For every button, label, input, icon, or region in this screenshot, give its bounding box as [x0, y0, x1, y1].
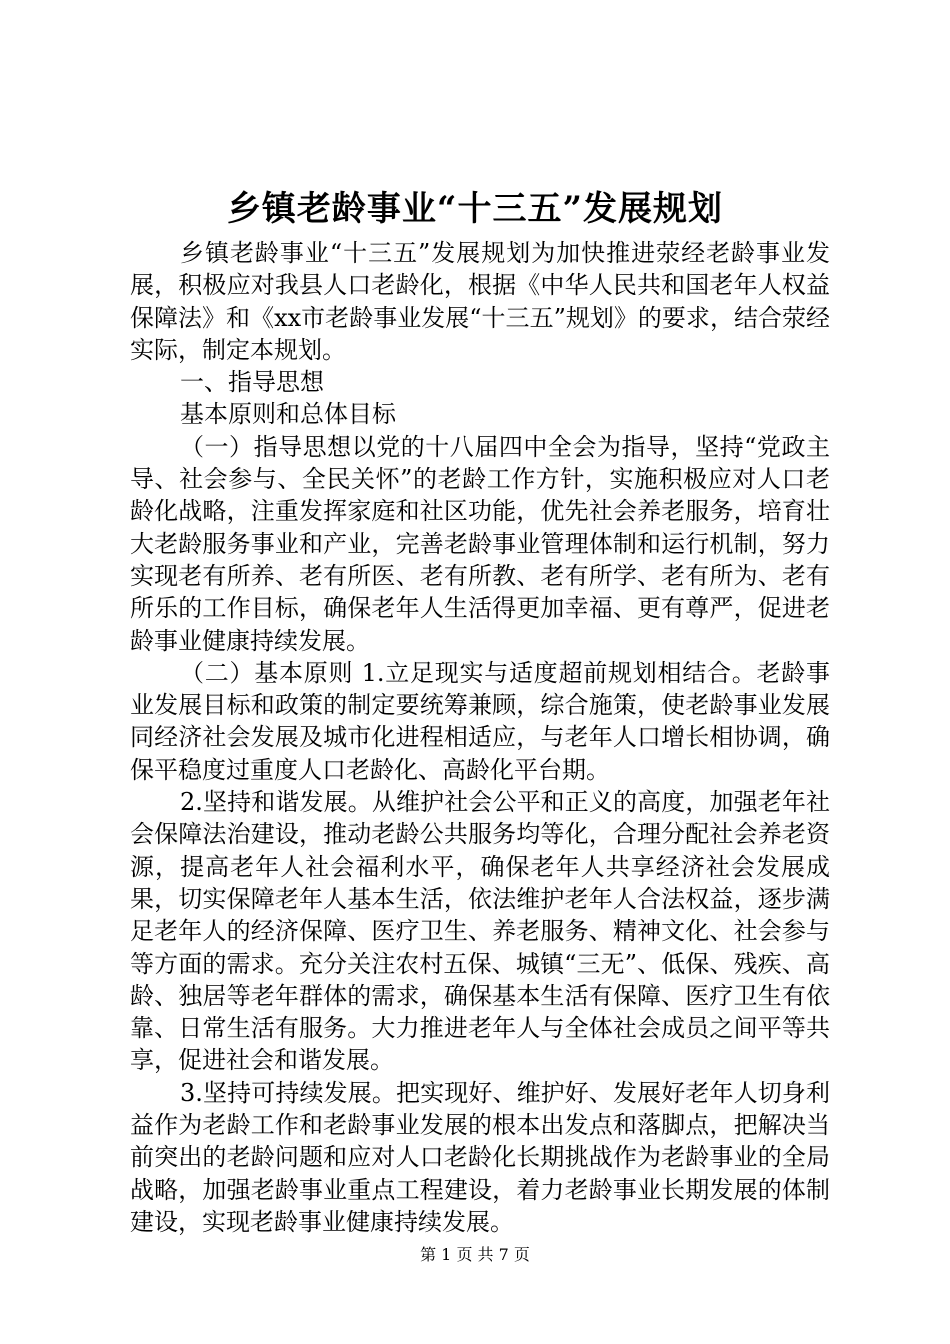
intro-paragraph: 乡镇老龄事业“十三五”发展规划为加快推进荥经老龄事业发展，积极应对我县人口老龄化，根据《中华人民共和国老年人权益保障法》和《xx市老龄事业发展“十三五”规划》的要求，结合荥经实际，制定本规划。 — [130, 239, 830, 364]
document-body — [130, 237, 830, 1238]
section-heading-principles-and-goals: 基本原则和总体目标 — [180, 400, 396, 429]
paragraph-basic-principles: （二）基本原则 1.立足现实与适度超前规划相结合。老龄事业发展目标和政策的制定要统筹兼顾，综合施策，使老龄事业发展同经济社会发展及城市化进程相适应，与老年人口增长相协调，确保平稳度过重度人口老龄化、高龄化平台期。 — [130, 658, 830, 784]
paragraph-harmonious-development: 2.坚持和谐发展。从维护社会公平和正义的高度，加强老年社会保障法治建设，推动老龄公共服务均等化，合理分配社会养老资源，提高老年人社会福利水平，确保老年人共享经济社会发展成果，切实保障老年人基本生活，依法维护老年人合法权益，逐步满足老年人的经济保障、医疗卫生、养老服务、精神文化、社会参与等方面的需求。充分关注农村五保、城镇“三无”、低保、残疾、高龄、独居等老年群体的需求，确保基本生活有保障、医疗卫生有依靠、日常生活有服务。大力推进老年人与全体社会成员之间平等共享，促进社会和谐发展。 — [130, 788, 830, 1075]
page-footer: 第 1 页 共 7 页 — [420, 1245, 530, 1264]
paragraph-guiding-ideology: （一）指导思想以党的十八届四中全会为指导，坚持“党政主导、社会参与、全民关怀”的老龄工作方针，实施积极应对人口老龄化战略，注重发挥家庭和社区功能，优先社会养老服务，培育壮大老龄服务事业和产业，完善老龄事业管理体制和运行机制，努力实现老有所养、老有所医、老有所教、老有所学、老有所为、老有所乐的工作目标，确保老年人生活得更加幸福、更有尊严，促进老龄事业健康持续发展。 — [130, 432, 830, 655]
paragraph-sustainable-development: 3.坚持可持续发展。把实现好、维护好、发展好老年人切身利益作为老龄工作和老龄事业发展的根本出发点和落脚点，把解决当前突出的老龄问题和应对人口老龄化长期挑战作为老龄事业的全局战略，加强老龄事业重点工程建设，着力老龄事业长期发展的体制建设，实现老龄事业健康持续发展。 — [130, 1078, 830, 1236]
document-title: 乡镇老龄事业“十三五”发展规划 — [226, 189, 724, 229]
section-heading-guiding-ideology: 一、指导思想 — [180, 368, 324, 397]
